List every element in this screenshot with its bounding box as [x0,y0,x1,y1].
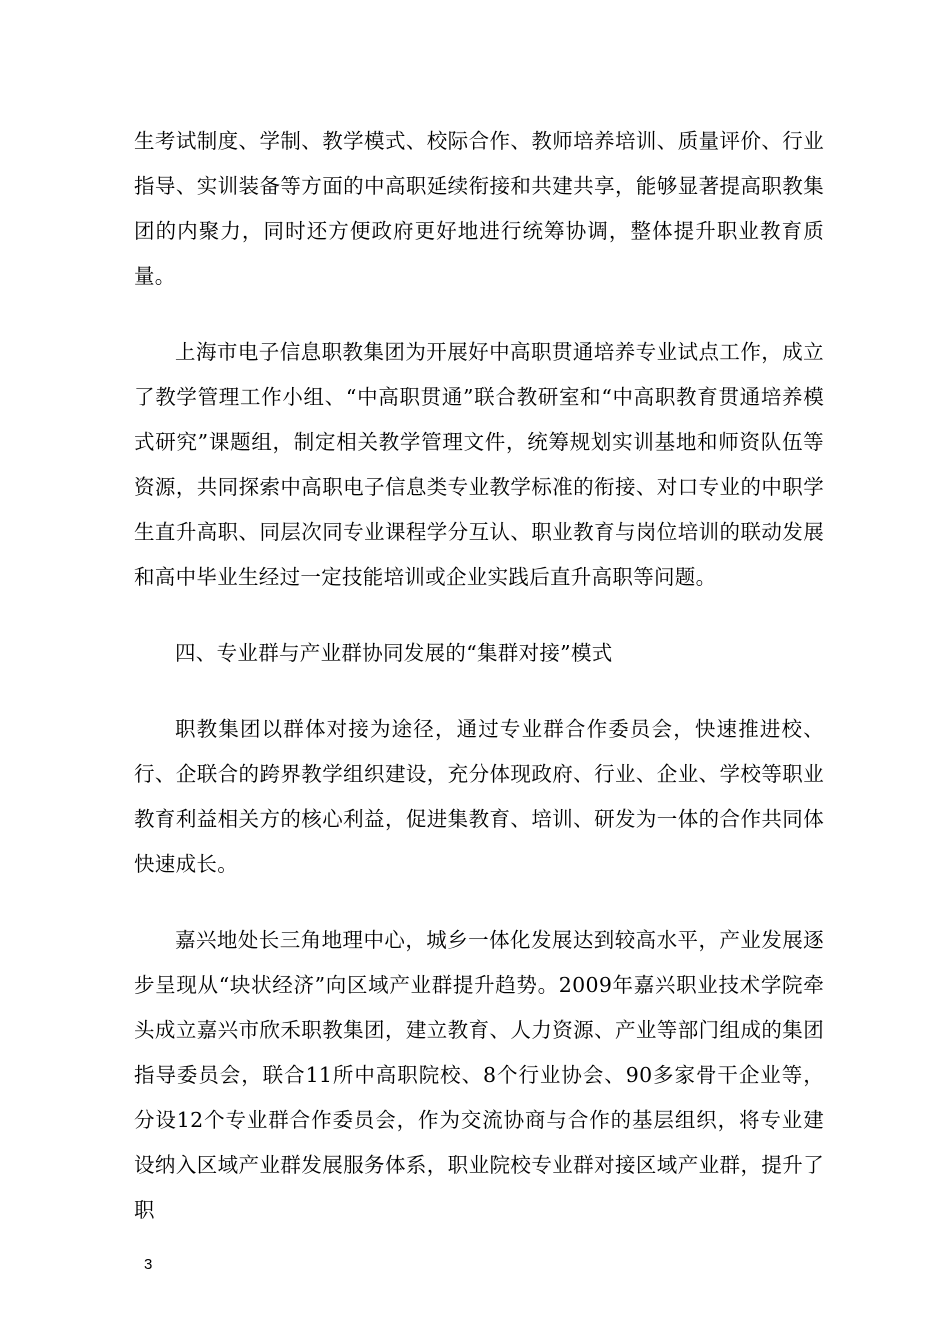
body-text [134,119,824,1233]
page-number: 3 [144,1256,153,1273]
paragraph-cluster-docking: 职教集团以群体对接为途径，通过专业群合作委员会，快速推进校、行、企联合的跨界教学组织建设，充分体现政府、行业、企业、学校等职业教育利益相关方的核心利益，促进集教育、培训、研发为一体的合作共同体快速成长。 [134,717,824,876]
paragraph-shanghai-group: 上海市电子信息职教集团为开展好中高职贯通培养专业试点工作，成立了教学管理工作小组、“中高职贯通”联合教研室和“中高职教育贯通培养模式研究”课题组，制定相关教学管理文件，统筹规划实训基地和师资队伍等资源，共同探索中高职电子信息类专业教学标准的衔接、对口专业的中职学生直升高职、同层次同专业课程学分互认、职业教育与岗位培训的联动发展和高中毕业生经过一定技能培训或企业实践后直升高职等问题。 [134,340,824,589]
paragraph-gap [134,600,824,631]
paragraph-jiaxing: 嘉兴地处长三角地理中心，城乡一体化发展达到较高水平，产业发展逐步呈现从“块状经济”向区域产业群提升趋势。2009年嘉兴职业技术学院牵头成立嘉兴市欣禾职教集团，建立教育、人力资源、产业等部门组成的集团指导委员会，联合11所中高职院校、8个行业协会、90多家骨干企业等，分设12个专业群合作委员会，作为交流协商与合作的基层组织，将专业建设纳入区域产业群发展服务体系，职业院校专业群对接区域产业群，提升了职 [134,928,824,1222]
paragraph-continuation: 生考试制度、学制、教学模式、校际合作、教师培养培训、质量评价、行业指导、实训装备等方面的中高职延续衔接和共建共享，能够显著提高职教集团的内聚力，同时还方便政府更好地进行统筹协调，整体提升职业教育质量。 [134,129,824,288]
paragraph-gap [134,887,824,918]
paragraph-gap [134,676,824,707]
paragraph-gap [134,299,824,330]
section-heading: 四、专业群与产业群协同发展的“集群对接”模式 [175,641,613,665]
